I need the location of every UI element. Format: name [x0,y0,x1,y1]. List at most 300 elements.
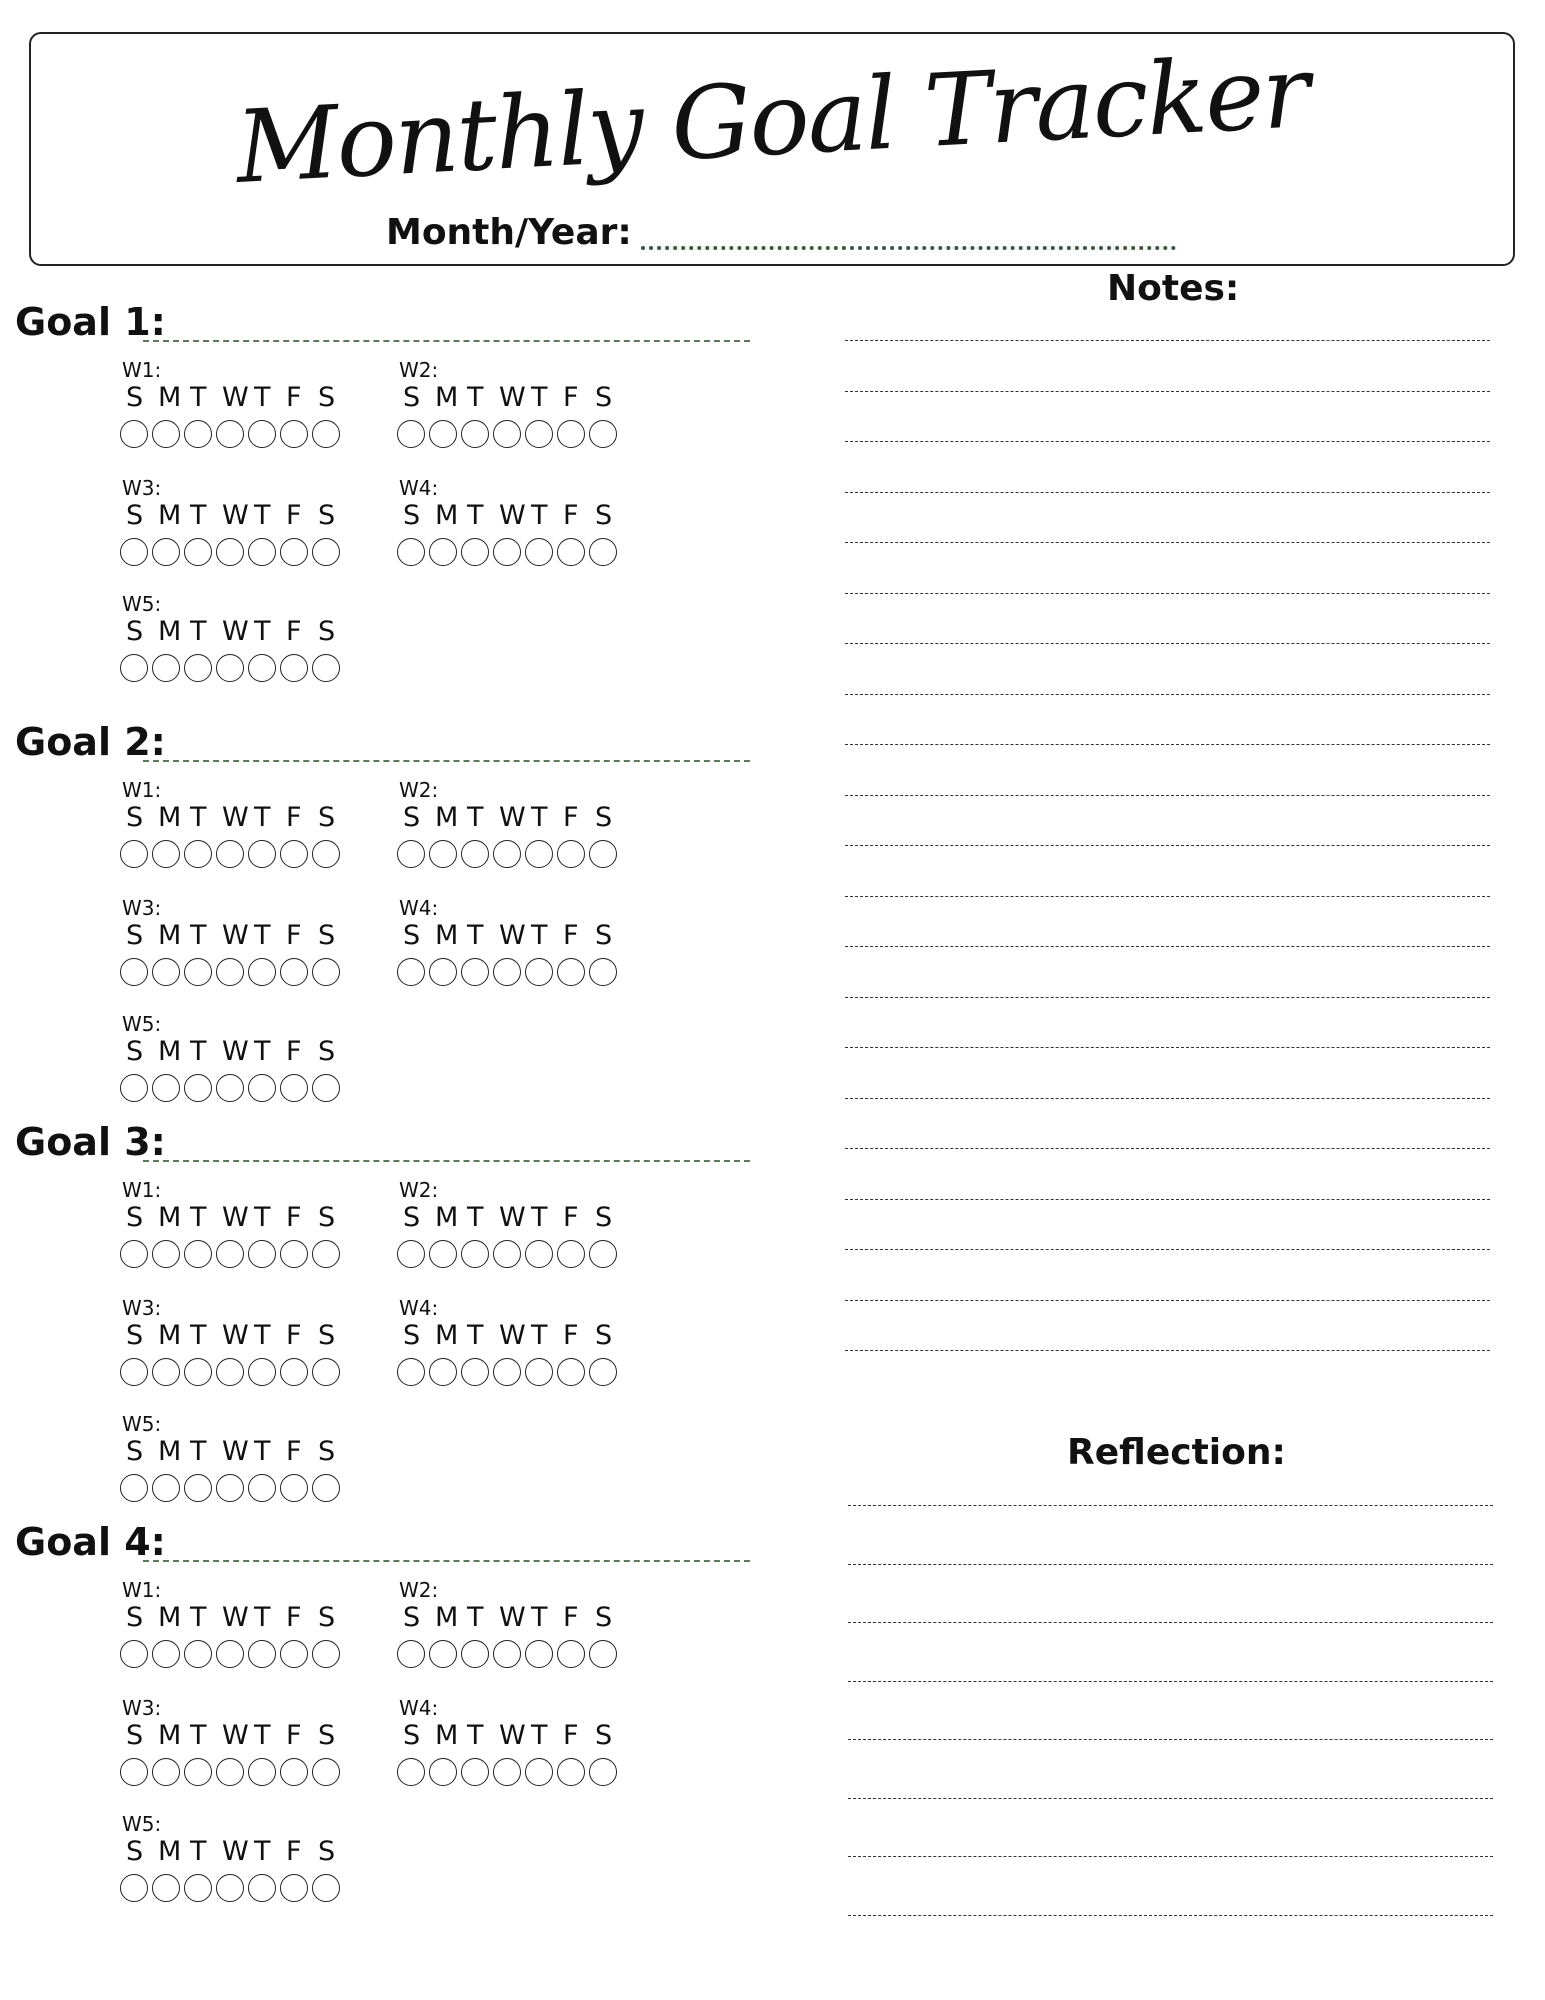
day-letter: S [126,1320,144,1351]
day-checkbox[interactable] [493,1240,521,1268]
day-letter: M [158,802,182,833]
day-letter: W [222,1202,249,1233]
day-checkbox[interactable] [216,1640,244,1668]
day-checkbox[interactable] [152,1474,180,1502]
day-letters [126,1320,350,1351]
day-letter: M [435,1320,459,1351]
day-letter: S [403,382,421,413]
day-letter: W [222,1436,249,1467]
day-checkbox[interactable] [312,1074,340,1102]
goal-input-line[interactable] [143,760,750,762]
day-checkbox[interactable] [557,840,585,868]
day-letter: S [126,1720,144,1751]
day-checkbox[interactable] [429,1358,457,1386]
day-letter: T [531,1202,548,1233]
day-checkbox[interactable] [312,1640,340,1668]
day-checkbox[interactable] [184,1240,212,1268]
day-checkbox[interactable] [152,1874,180,1902]
goal-label: Goal 4: [15,1520,166,1564]
day-checkbox[interactable] [312,958,340,986]
day-checkbox[interactable] [280,840,308,868]
day-checkbox[interactable] [216,420,244,448]
day-checkbox[interactable] [557,1758,585,1786]
day-checkbox[interactable] [493,420,521,448]
day-letter: S [595,382,613,413]
day-checkbox[interactable] [429,840,457,868]
day-checkbox[interactable] [525,1358,553,1386]
day-letter: W [222,1602,249,1633]
notes-line[interactable] [845,340,1490,341]
day-checkbox[interactable] [493,1640,521,1668]
day-letters [403,802,627,833]
day-checkbox[interactable] [312,840,340,868]
day-checkbox[interactable] [184,1474,212,1502]
week-label: W3: [122,1296,162,1320]
week-label: W3: [122,896,162,920]
day-checkboxes [120,840,344,868]
day-letter: T [467,382,484,413]
day-checkbox[interactable] [280,1358,308,1386]
day-checkbox[interactable] [120,420,148,448]
day-letter: S [318,1836,336,1867]
day-checkbox[interactable] [152,1758,180,1786]
day-checkbox[interactable] [248,1874,276,1902]
day-letters [403,500,627,531]
day-checkbox[interactable] [429,538,457,566]
day-letters [403,382,627,413]
notes-line[interactable] [845,1249,1490,1250]
day-checkbox[interactable] [461,958,489,986]
day-letter: T [254,1836,271,1867]
day-checkbox[interactable] [280,1874,308,1902]
day-letter: M [435,802,459,833]
week-label: W5: [122,1812,162,1836]
day-checkbox[interactable] [216,958,244,986]
day-checkbox[interactable] [397,840,425,868]
day-letters [403,1202,627,1233]
day-letter: W [222,802,249,833]
day-checkbox[interactable] [216,538,244,566]
day-letter: F [286,1036,302,1067]
day-checkbox[interactable] [120,1640,148,1668]
day-letter: S [126,616,144,647]
notes-line[interactable] [845,795,1490,796]
day-letter: T [531,1602,548,1633]
day-checkbox[interactable] [397,420,425,448]
goal-input-line[interactable] [143,340,750,342]
week-label: W1: [122,1578,162,1602]
day-checkbox[interactable] [152,840,180,868]
day-checkboxes [120,1240,344,1268]
notes-line[interactable] [845,492,1490,493]
day-checkbox[interactable] [589,840,617,868]
day-letters [403,1320,627,1351]
day-checkbox[interactable] [397,1640,425,1668]
notes-line[interactable] [845,391,1490,392]
notes-line[interactable] [845,593,1490,594]
day-checkbox[interactable] [557,958,585,986]
day-checkbox[interactable] [312,1474,340,1502]
day-letter: S [126,382,144,413]
day-letter: W [499,1202,526,1233]
day-letter: S [126,802,144,833]
day-letters [126,1202,350,1233]
week-label: W1: [122,778,162,802]
reflection-line[interactable] [848,1915,1493,1916]
day-checkbox[interactable] [280,958,308,986]
week-label: W2: [399,1578,439,1602]
day-checkbox[interactable] [525,420,553,448]
day-letter: S [318,1320,336,1351]
day-checkbox[interactable] [280,538,308,566]
day-checkbox[interactable] [397,958,425,986]
day-letter: S [318,802,336,833]
day-checkbox[interactable] [248,1640,276,1668]
day-letter: S [126,1436,144,1467]
day-checkbox[interactable] [184,1358,212,1386]
day-checkbox[interactable] [312,1758,340,1786]
day-letter: W [499,1602,526,1633]
day-checkbox[interactable] [397,538,425,566]
day-checkbox[interactable] [280,654,308,682]
day-checkbox[interactable] [120,1074,148,1102]
day-checkbox[interactable] [397,1758,425,1786]
day-checkbox[interactable] [216,1758,244,1786]
notes-line[interactable] [845,542,1490,543]
day-letters [403,920,627,951]
day-checkbox[interactable] [120,1474,148,1502]
day-checkbox[interactable] [120,1874,148,1902]
day-letter: F [563,500,579,531]
day-checkbox[interactable] [589,420,617,448]
day-letter: W [499,1320,526,1351]
day-letter: F [286,802,302,833]
day-checkbox[interactable] [589,538,617,566]
notes-line[interactable] [845,1098,1490,1099]
day-checkbox[interactable] [120,840,148,868]
day-checkbox[interactable] [397,1358,425,1386]
month-year-field[interactable] [641,246,1176,250]
day-checkbox[interactable] [216,1874,244,1902]
day-letters [126,382,350,413]
day-checkboxes [397,1358,621,1386]
day-checkbox[interactable] [525,1640,553,1668]
day-checkbox[interactable] [525,1240,553,1268]
day-letter: W [222,616,249,647]
day-letter: T [254,1436,271,1467]
day-letter: S [126,1036,144,1067]
day-checkbox[interactable] [429,420,457,448]
day-letter: T [190,920,207,951]
day-checkbox[interactable] [216,1240,244,1268]
day-letter: M [435,1720,459,1751]
day-letter: W [499,382,526,413]
day-checkboxes [397,958,621,986]
day-letter: S [318,1436,336,1467]
day-letter: S [403,1602,421,1633]
week-label: W5: [122,1412,162,1436]
day-checkbox[interactable] [216,1474,244,1502]
day-checkbox[interactable] [216,1358,244,1386]
day-letter: S [403,1320,421,1351]
day-letter: T [467,500,484,531]
reflection-line[interactable] [848,1564,1493,1565]
day-checkbox[interactable] [429,1758,457,1786]
week-label: W2: [399,778,439,802]
day-checkbox[interactable] [280,1074,308,1102]
day-letter: M [158,920,182,951]
day-letters [126,1436,350,1467]
day-letters [126,500,350,531]
day-letter: T [190,1320,207,1351]
day-letter: M [435,500,459,531]
day-letter: W [222,920,249,951]
day-checkbox[interactable] [557,538,585,566]
day-checkbox[interactable] [152,1358,180,1386]
reflection-line[interactable] [848,1856,1493,1857]
day-checkbox[interactable] [461,1758,489,1786]
day-checkbox[interactable] [120,958,148,986]
day-checkbox[interactable] [280,1240,308,1268]
day-letter: S [126,1202,144,1233]
notes-line[interactable] [845,694,1490,695]
day-letter: W [499,802,526,833]
day-checkbox[interactable] [152,420,180,448]
notes-line[interactable] [845,1047,1490,1048]
day-letter: T [531,920,548,951]
day-checkbox[interactable] [152,654,180,682]
day-checkbox[interactable] [120,1758,148,1786]
day-letter: T [531,500,548,531]
week-label: W2: [399,358,439,382]
day-checkbox[interactable] [312,1874,340,1902]
day-checkbox[interactable] [248,654,276,682]
day-checkbox[interactable] [280,420,308,448]
day-checkbox[interactable] [248,1358,276,1386]
day-checkbox[interactable] [120,654,148,682]
notes-line[interactable] [845,1350,1490,1351]
day-checkbox[interactable] [152,1240,180,1268]
day-letters [126,1836,350,1867]
day-letter: W [499,500,526,531]
week-label: W4: [399,896,439,920]
day-checkbox[interactable] [557,1240,585,1268]
day-letter: S [318,382,336,413]
day-checkbox[interactable] [280,1640,308,1668]
day-checkbox[interactable] [184,420,212,448]
day-letter: T [254,1036,271,1067]
day-checkbox[interactable] [461,840,489,868]
day-checkbox[interactable] [589,1240,617,1268]
day-checkbox[interactable] [493,840,521,868]
week-label: W3: [122,476,162,500]
day-letter: S [595,1202,613,1233]
reflection-line[interactable] [848,1798,1493,1799]
day-letters [126,1720,350,1751]
day-checkbox[interactable] [525,840,553,868]
day-checkbox[interactable] [184,1074,212,1102]
week-label: W4: [399,1296,439,1320]
day-checkbox[interactable] [248,1240,276,1268]
day-checkbox[interactable] [248,840,276,868]
day-checkbox[interactable] [397,1240,425,1268]
day-letter: S [318,920,336,951]
day-checkbox[interactable] [184,1640,212,1668]
day-letter: S [318,1602,336,1633]
day-checkbox[interactable] [248,538,276,566]
day-checkbox[interactable] [461,1240,489,1268]
day-letter: T [190,1602,207,1633]
notes-line[interactable] [845,946,1490,947]
day-letter: S [126,1836,144,1867]
day-letter: M [158,1202,182,1233]
day-checkbox[interactable] [184,538,212,566]
day-checkboxes [120,420,344,448]
notes-line[interactable] [845,997,1490,998]
day-letter: S [595,1720,613,1751]
day-checkbox[interactable] [312,1240,340,1268]
notes-line[interactable] [845,845,1490,846]
reflection-line[interactable] [848,1681,1493,1682]
day-checkbox[interactable] [312,538,340,566]
reflection-line[interactable] [848,1622,1493,1623]
day-letter: T [254,1202,271,1233]
day-checkbox[interactable] [429,1640,457,1668]
goal-label: Goal 3: [15,1120,166,1164]
day-checkbox[interactable] [557,420,585,448]
day-checkbox[interactable] [493,1758,521,1786]
day-checkbox[interactable] [120,538,148,566]
day-letter: T [467,802,484,833]
day-letter: F [563,1202,579,1233]
day-checkbox[interactable] [557,1640,585,1668]
day-checkbox[interactable] [461,1640,489,1668]
day-checkbox[interactable] [248,1758,276,1786]
goal-label: Goal 1: [15,300,166,344]
notes-line[interactable] [845,744,1490,745]
day-letter: W [222,1836,249,1867]
day-checkbox[interactable] [216,840,244,868]
day-letter: F [286,920,302,951]
day-checkbox[interactable] [589,1358,617,1386]
day-letter: T [467,920,484,951]
day-checkbox[interactable] [248,958,276,986]
day-checkbox[interactable] [280,1474,308,1502]
day-checkbox[interactable] [184,1758,212,1786]
day-checkboxes [120,1074,344,1102]
day-checkbox[interactable] [248,1074,276,1102]
day-checkbox[interactable] [493,1358,521,1386]
day-letter: M [158,1320,182,1351]
day-letter: M [435,382,459,413]
day-letters [126,920,350,951]
day-letter: W [222,1720,249,1751]
week-label: W1: [122,1178,162,1202]
day-checkbox[interactable] [312,654,340,682]
day-letter: M [158,616,182,647]
day-checkbox[interactable] [152,958,180,986]
day-checkbox[interactable] [152,1074,180,1102]
day-checkboxes [120,958,344,986]
day-checkbox[interactable] [589,1640,617,1668]
day-checkbox[interactable] [429,1240,457,1268]
day-checkbox[interactable] [557,1358,585,1386]
notes-line[interactable] [845,643,1490,644]
week-label: W5: [122,592,162,616]
day-checkbox[interactable] [525,1758,553,1786]
day-checkbox[interactable] [120,1240,148,1268]
day-checkbox[interactable] [248,420,276,448]
day-letter: M [158,382,182,413]
week-label: W1: [122,358,162,382]
notes-line[interactable] [845,1300,1490,1301]
day-letter: F [286,1720,302,1751]
day-checkbox[interactable] [184,840,212,868]
day-letter: T [254,920,271,951]
day-letter: T [254,382,271,413]
page-title: Monthly Goal Tracker [233,33,1311,207]
day-checkbox[interactable] [461,420,489,448]
week-label: W4: [399,476,439,500]
notes-line[interactable] [845,441,1490,442]
day-letter: W [222,382,249,413]
day-letter: T [467,1720,484,1751]
day-checkbox[interactable] [493,538,521,566]
day-letters [126,802,350,833]
day-checkbox[interactable] [184,1874,212,1902]
goal-input-line[interactable] [143,1160,750,1162]
week-label: W3: [122,1696,162,1720]
reflection-line[interactable] [848,1739,1493,1740]
day-checkboxes [120,1640,344,1668]
notes-line[interactable] [845,896,1490,897]
notes-line[interactable] [845,1148,1490,1149]
day-checkbox[interactable] [312,1358,340,1386]
reflection-line[interactable] [848,1505,1493,1506]
day-checkbox[interactable] [461,1358,489,1386]
day-letter: S [595,920,613,951]
day-checkbox[interactable] [152,1640,180,1668]
day-checkbox[interactable] [120,1358,148,1386]
day-checkbox[interactable] [525,538,553,566]
goal-input-line[interactable] [143,1560,750,1562]
day-checkbox[interactable] [493,958,521,986]
day-letter: M [158,1036,182,1067]
day-checkbox[interactable] [216,654,244,682]
day-checkbox[interactable] [152,538,180,566]
day-checkbox[interactable] [216,1074,244,1102]
day-letter: S [318,1202,336,1233]
day-letters [126,1036,350,1067]
day-checkbox[interactable] [184,958,212,986]
day-letter: S [595,500,613,531]
day-checkbox[interactable] [312,420,340,448]
day-checkboxes [397,1640,621,1668]
day-checkbox[interactable] [280,1758,308,1786]
day-letter: F [286,500,302,531]
day-letter: M [158,1720,182,1751]
day-checkbox[interactable] [461,538,489,566]
day-checkbox[interactable] [248,1474,276,1502]
day-checkbox[interactable] [525,958,553,986]
day-checkbox[interactable] [589,958,617,986]
day-checkbox[interactable] [589,1758,617,1786]
notes-line[interactable] [845,1199,1490,1200]
day-checkbox[interactable] [429,958,457,986]
day-letter: F [563,382,579,413]
day-letter: F [563,802,579,833]
day-checkbox[interactable] [184,654,212,682]
